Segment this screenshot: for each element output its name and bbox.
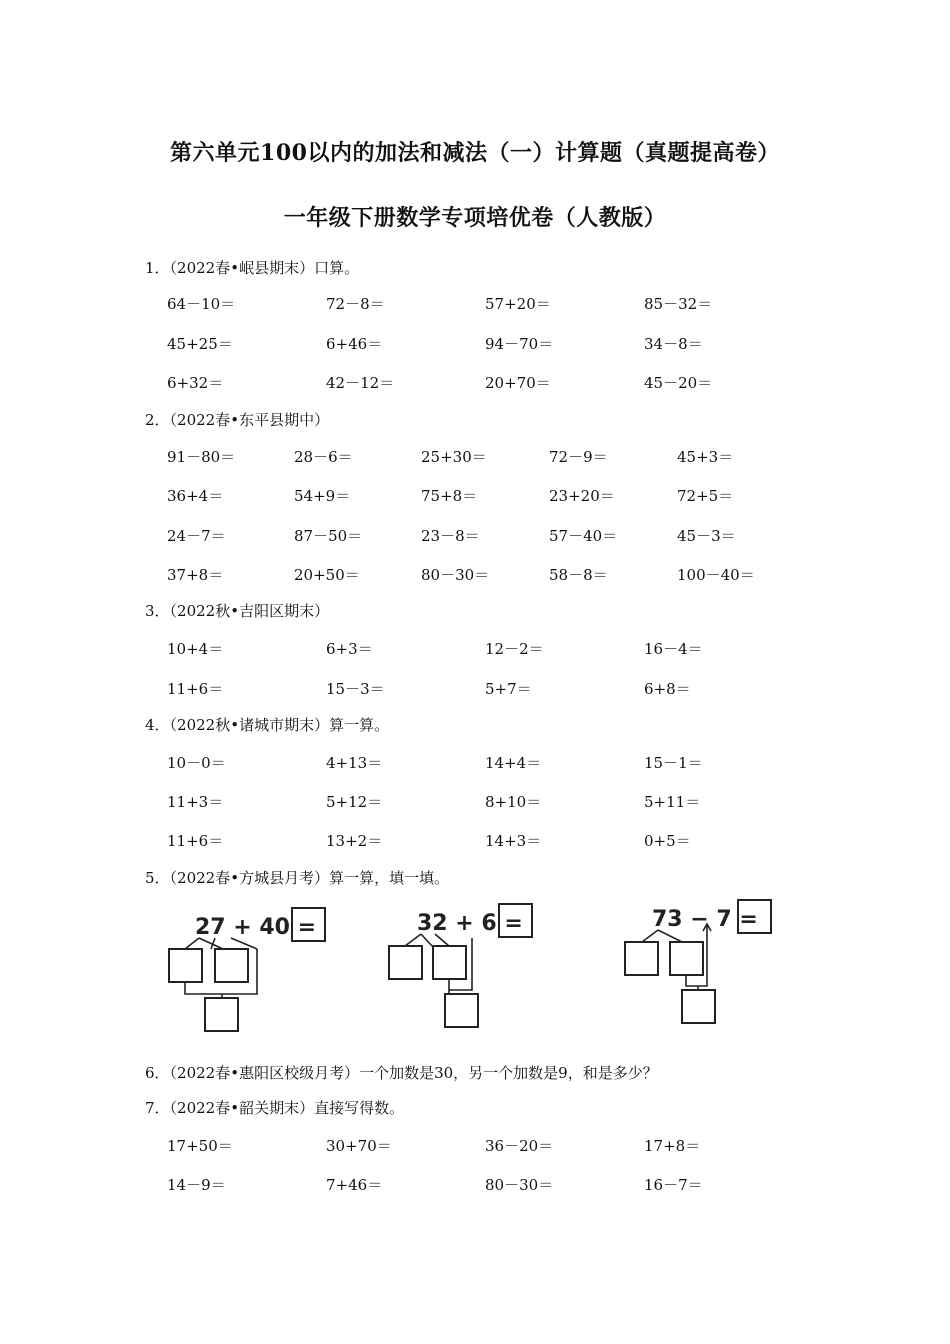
- problem: 20+70＝: [485, 374, 551, 392]
- split-box-left[interactable]: [389, 946, 422, 979]
- problem: 14+4＝: [485, 754, 542, 772]
- problem: 6+32＝: [167, 374, 224, 392]
- problem: 16－4＝: [644, 640, 703, 658]
- diagram-expression: 73 − 7 =: [652, 907, 758, 932]
- problem: 34－8＝: [644, 335, 703, 353]
- problem: 24－7＝: [167, 527, 226, 545]
- problem: 11+3＝: [167, 793, 224, 811]
- split-box-right[interactable]: [433, 946, 466, 979]
- problem: 36－20＝: [485, 1137, 554, 1155]
- question-5-label: 5．（2022春•方城县月考）算一算，填一填。: [145, 869, 450, 887]
- problem: 15－3＝: [326, 680, 385, 698]
- result-box[interactable]: [445, 994, 478, 1027]
- diagram-expression: 32 + 6 =: [417, 911, 523, 936]
- split-box-left[interactable]: [625, 942, 658, 975]
- problem: 6+8＝: [644, 680, 691, 698]
- problem: 30+70＝: [326, 1137, 392, 1155]
- problem: 14+3＝: [485, 832, 542, 850]
- problem: 10－0＝: [167, 754, 226, 772]
- problem: 6+46＝: [326, 335, 383, 353]
- question-4-label: 4．（2022秋•诸城市期末）算一算。: [145, 716, 390, 734]
- worksheet-subtitle: 一年级下册数学专项培优卷（人教版）: [283, 205, 667, 231]
- problem: 100－40＝: [677, 566, 755, 584]
- problem: 20+50＝: [294, 566, 360, 584]
- problem: 17+8＝: [644, 1137, 701, 1155]
- problem: 10+4＝: [167, 640, 224, 658]
- problem: 94－70＝: [485, 335, 554, 353]
- problem: 17+50＝: [167, 1137, 233, 1155]
- result-box[interactable]: [205, 998, 238, 1031]
- question-7-label: 7．（2022春•韶关期末）直接写得数。: [145, 1099, 405, 1117]
- diagram-expression: 27 + 40 =: [195, 915, 317, 940]
- problem: 54+9＝: [294, 487, 351, 505]
- problem: 4+13＝: [326, 754, 383, 772]
- problem: 6+3＝: [326, 640, 373, 658]
- problem: 80－30＝: [421, 566, 490, 584]
- worksheet-title: 第六单元100以内的加法和减法（一）计算题（真题提高卷）: [170, 140, 780, 166]
- problem: 13+2＝: [326, 832, 383, 850]
- problem: 72－8＝: [326, 295, 385, 313]
- problem: 36+4＝: [167, 487, 224, 505]
- problem: 57+20＝: [485, 295, 551, 313]
- problem: 42－12＝: [326, 374, 395, 392]
- question-6-label: 6．（2022春•惠阳区校级月考）一个加数是30，另一个加数是9，和是多少？: [145, 1064, 658, 1082]
- problem: 91－80＝: [167, 448, 236, 466]
- problem: 0+5＝: [644, 832, 691, 850]
- problem: 45+25＝: [167, 335, 233, 353]
- problem: 87－50＝: [294, 527, 363, 545]
- result-box[interactable]: [682, 990, 715, 1023]
- problem: 85－32＝: [644, 295, 713, 313]
- problem: 14－9＝: [167, 1176, 226, 1194]
- problem: 8+10＝: [485, 793, 542, 811]
- problem: 5+12＝: [326, 793, 383, 811]
- problem: 11+6＝: [167, 680, 224, 698]
- problem: 12－2＝: [485, 640, 544, 658]
- split-diagram-2: [387, 898, 557, 1034]
- problem: 23+20＝: [549, 487, 615, 505]
- problem: 57－40＝: [549, 527, 618, 545]
- problem: 5+11＝: [644, 793, 701, 811]
- problem: 72－9＝: [549, 448, 608, 466]
- problem: 64－10＝: [167, 295, 236, 313]
- problem: 23－8＝: [421, 527, 480, 545]
- problem: 37+8＝: [167, 566, 224, 584]
- problem: 58－8＝: [549, 566, 608, 584]
- problem: 25+30＝: [421, 448, 487, 466]
- question-2-label: 2．（2022春•东平县期中）: [145, 411, 330, 429]
- split-diagram-3: [622, 898, 782, 1034]
- problem: 72+5＝: [677, 487, 734, 505]
- problem: 75+8＝: [421, 487, 478, 505]
- problem: 15－1＝: [644, 754, 703, 772]
- problem: 80－30＝: [485, 1176, 554, 1194]
- problem: 16－7＝: [644, 1176, 703, 1194]
- problem: 28－6＝: [294, 448, 353, 466]
- split-diagram-1: [165, 898, 335, 1034]
- problem: 11+6＝: [167, 832, 224, 850]
- problem: 45+3＝: [677, 448, 734, 466]
- question-3-label: 3．（2022秋•吉阳区期末）: [145, 602, 330, 620]
- problem: 5+7＝: [485, 680, 532, 698]
- problem: 45－3＝: [677, 527, 736, 545]
- problem: 45－20＝: [644, 374, 713, 392]
- split-box-left[interactable]: [169, 949, 202, 982]
- problem: 7+46＝: [326, 1176, 383, 1194]
- split-box-right[interactable]: [670, 942, 703, 975]
- question-1-label: 1．（2022春•岷县期末）口算。: [145, 259, 360, 277]
- split-box-right[interactable]: [215, 949, 248, 982]
